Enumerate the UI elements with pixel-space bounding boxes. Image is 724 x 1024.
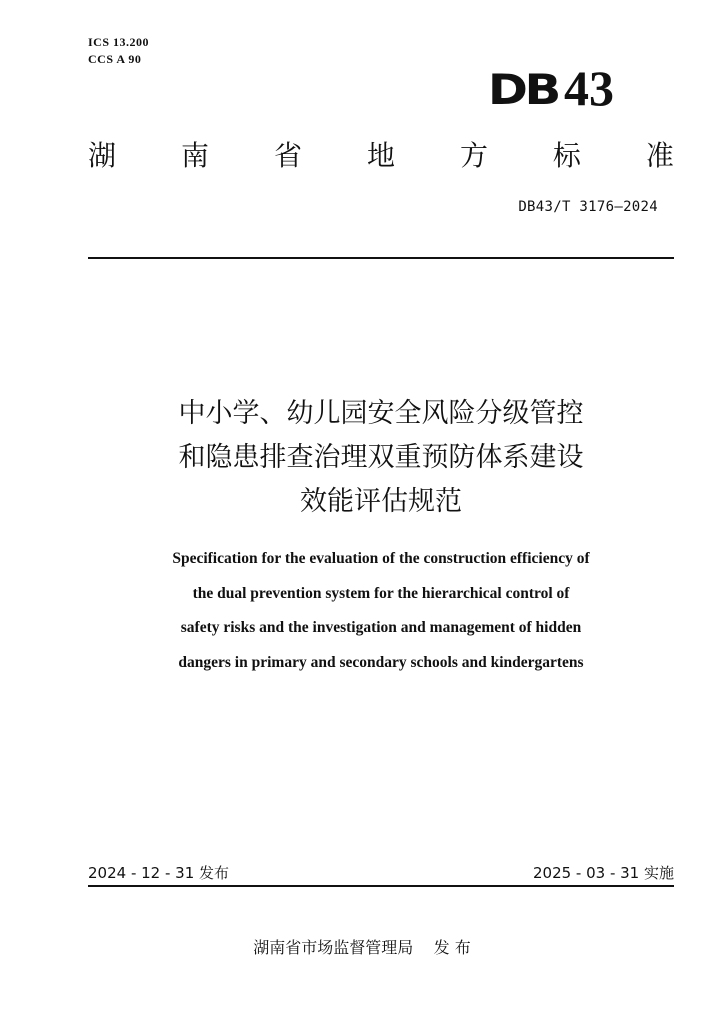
issue-date: 2024 - 12 - 31 发布 bbox=[88, 864, 230, 882]
chinese-title-line: 效能评估规范 bbox=[300, 486, 462, 517]
english-title bbox=[88, 542, 674, 680]
db-logo-number: 43 bbox=[564, 60, 614, 116]
standard-type-char: 标 bbox=[552, 139, 581, 172]
standard-type-heading bbox=[88, 138, 674, 174]
standard-type-char: 方 bbox=[459, 139, 488, 172]
ics-code: ICS 13.200 bbox=[88, 35, 150, 49]
issuing-authority: 湖南省市场监督管理局 发 布 bbox=[253, 938, 471, 957]
db-logo-letters: DB bbox=[487, 65, 558, 114]
english-title-line: the dual prevention system for the hierarchical control of bbox=[192, 584, 570, 602]
standard-type-char: 准 bbox=[645, 139, 674, 172]
standard-type-char: 南 bbox=[180, 139, 209, 172]
english-title-line: Specification for the evaluation of the construction efficiency of bbox=[172, 550, 590, 567]
ccs-code: CCS A 90 bbox=[88, 52, 142, 66]
implementation-date: 2025 - 03 - 31 实施 bbox=[532, 864, 674, 882]
standard-type-char: 省 bbox=[273, 139, 302, 172]
standard-type-char: 湖 bbox=[88, 139, 117, 172]
standard-number: DB43/T 3176—2024 bbox=[518, 199, 658, 215]
english-title-line: dangers in primary and secondary schools and kindergartens bbox=[178, 653, 584, 671]
classification-codes bbox=[88, 34, 149, 68]
db43-logo bbox=[487, 60, 614, 116]
top-divider bbox=[88, 257, 674, 259]
chinese-title-line: 和隐患排查治理双重预防体系建设 bbox=[178, 442, 584, 473]
english-title-line: safety risks and the investigation and management of hidden bbox=[180, 619, 582, 636]
chinese-title bbox=[88, 392, 674, 524]
chinese-title-line: 中小学、幼儿园安全风险分级管控 bbox=[178, 398, 584, 429]
bottom-divider bbox=[88, 885, 674, 887]
standard-type-char: 地 bbox=[366, 139, 395, 172]
